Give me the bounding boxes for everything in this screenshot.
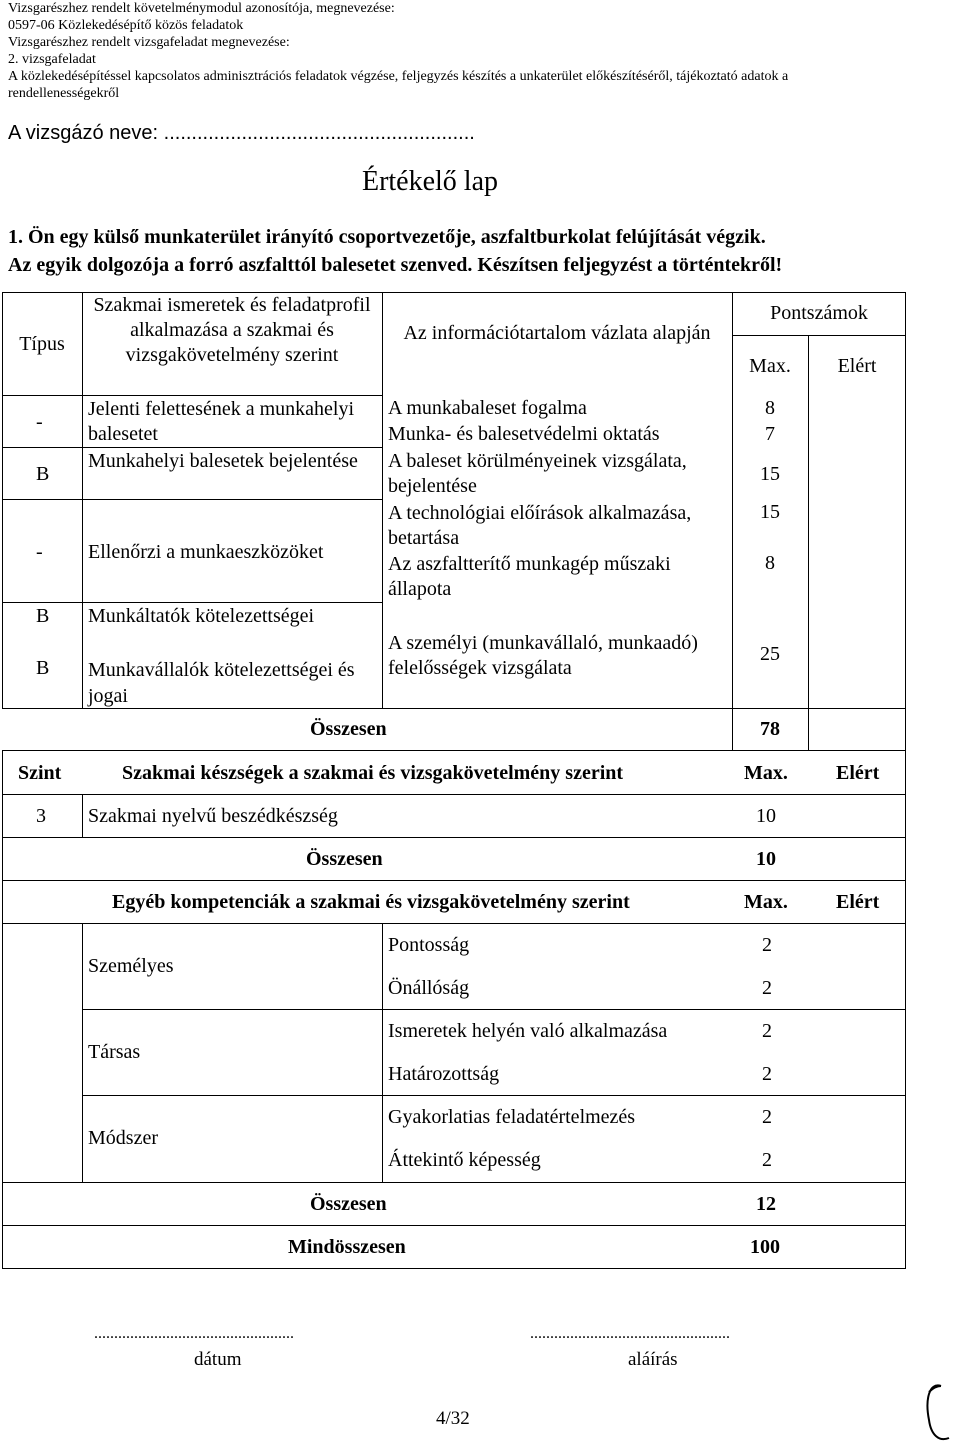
item-hatarozottsag: Határozottság — [388, 1063, 500, 1085]
row-4-task-2: Munkavállalók kötelezettségei és jogai — [88, 659, 355, 707]
grand-total-label: Mindösszesen — [288, 1236, 406, 1258]
row-1-max-1: 8 — [765, 397, 775, 419]
item-gyakorlatias: Gyakorlatias feladatértelmezés — [388, 1106, 636, 1128]
header-line-6: rendellenességekről — [8, 86, 120, 101]
page-title: Értékelő lap — [361, 166, 499, 197]
header-line-1: Vizsgarészhez rendelt követelménymodul azonosítója, megnevezése: — [8, 1, 395, 16]
table-3-title: Egyéb kompetenciák a szakmai és vizsgakövetelmény szerint — [112, 891, 630, 913]
table-2-col-max: Max. — [744, 762, 788, 784]
table-3-total-value: 12 — [756, 1193, 776, 1215]
item-pontossag: Pontosság — [388, 934, 470, 956]
col-header-elert: Elért — [837, 355, 877, 377]
row-2-max: 15 — [760, 463, 780, 485]
header-line-3: Vizsgarészhez rendelt vizsgafeladat megnevezése: — [8, 35, 290, 50]
item-pontossag-max: 2 — [762, 934, 772, 956]
row-1-info-1: A munkabaleset fogalma — [388, 397, 587, 419]
row-4-tipus-1: B — [36, 605, 50, 627]
table-2-row-max: 10 — [756, 805, 776, 827]
table-1-total-value: 78 — [760, 718, 780, 740]
item-attekinto-max: 2 — [762, 1149, 772, 1171]
table-3-col-max: Max. — [744, 891, 788, 913]
item-gyakorlatias-max: 2 — [762, 1106, 772, 1128]
row-4-tipus-2: B — [36, 657, 50, 679]
header-line-2: 0597-06 Közlekedésépítő közös feladatok — [8, 18, 244, 33]
item-ismeretek-max: 2 — [762, 1020, 772, 1042]
date-line: .................................................. — [94, 1325, 294, 1342]
row-2-info: A baleset körülményeinek vizsgálata, bejelentése — [388, 450, 687, 497]
col-header-szint: Szint — [18, 762, 62, 784]
table-2-total-value: 10 — [756, 848, 776, 870]
row-3-max-1: 15 — [760, 501, 780, 523]
item-onallosag: Önállóság — [388, 977, 470, 999]
row-3-tipus: - — [36, 541, 43, 563]
col-header-szakmai: Szakmai ismeretek és feladatprofil alkalmazása a szakmai és vizsgakövetelmény szerint — [93, 294, 371, 366]
row-4-task-1: Munkáltatók kötelezettségei — [88, 605, 315, 627]
row-1-task: Jelenti felettesének a munkahelyi balesetet — [88, 398, 355, 445]
table-2-title: Szakmai készségek a szakmai és vizsgakövetelmény szerint — [122, 762, 624, 784]
row-4-info: A személyi (munkavállaló, munkaadó) felelősségek vizsgálata — [388, 632, 698, 679]
grand-total-value: 100 — [750, 1236, 780, 1258]
table-2-col-elert: Elért — [836, 762, 880, 784]
col-header-tipus: Típus — [19, 333, 65, 355]
row-3-info-2: Az aszfaltterítő munkagép műszaki állapota — [388, 553, 671, 600]
table-2-row-skill: Szakmai nyelvű beszédkészség — [88, 805, 338, 827]
header-line-5: A közlekedésépítéssel kapcsolatos adminisztrációs feladatok végzése, feljegyzés készítés a unkaterület előkészítéséről, tájékoztató adatok a — [8, 69, 789, 84]
row-3-max-2: 8 — [765, 552, 775, 574]
item-hatarozottsag-max: 2 — [762, 1063, 772, 1085]
handwritten-initial — [915, 1380, 955, 1450]
table-3-total-label: Összesen — [310, 1193, 387, 1215]
group-tarsas: Társas — [88, 1041, 141, 1063]
row-2-task: Munkahelyi balesetek bejelentése — [88, 450, 358, 472]
date-label: dátum — [194, 1349, 242, 1370]
header-line-4: 2. vizsgafeladat — [8, 52, 96, 67]
row-2-tipus: B — [36, 463, 50, 485]
col-header-info: Az információtartalom vázlata alapján — [403, 322, 711, 344]
signature-label: aláírás — [628, 1349, 678, 1370]
page-number: 4/32 — [436, 1408, 470, 1429]
task-line-1: 1. Ön egy külső munkaterület irányító csoportvezetője, aszfaltburkolat felújítását végzik. — [8, 226, 766, 248]
col-header-max: Max. — [749, 355, 791, 377]
task-line-2: Az egyik dolgozója a forró aszfalttól balesetet szenved. Készítsen feljegyzést a történtekről! — [8, 254, 783, 276]
signature-line: .................................................. — [530, 1325, 730, 1342]
table-2-row-level: 3 — [36, 805, 46, 827]
group-szemelyes: Személyes — [88, 955, 174, 977]
row-1-tipus: - — [36, 411, 43, 433]
row-3-task: Ellenőrzi a munkaeszközöket — [88, 541, 324, 563]
group-modszer: Módszer — [88, 1127, 158, 1149]
table-1-total-label: Összesen — [310, 718, 387, 740]
row-1-info-2: Munka- és balesetvédelmi oktatás — [388, 423, 660, 445]
candidate-name-line: A vizsgázó neve: ........................................................ — [8, 122, 475, 144]
table-3-col-elert: Elért — [836, 891, 880, 913]
table-2-total-label: Összesen — [306, 848, 383, 870]
item-ismeretek: Ismeretek helyén való alkalmazása — [388, 1020, 668, 1042]
row-4-max: 25 — [760, 643, 780, 665]
row-3-info-1: A technológiai előírások alkalmazása, betartása — [388, 502, 692, 549]
col-header-points: Pontszámok — [770, 302, 868, 324]
item-attekinto: Áttekintő képesség — [388, 1149, 541, 1171]
item-onallosag-max: 2 — [762, 977, 772, 999]
row-1-max-2: 7 — [765, 423, 775, 445]
